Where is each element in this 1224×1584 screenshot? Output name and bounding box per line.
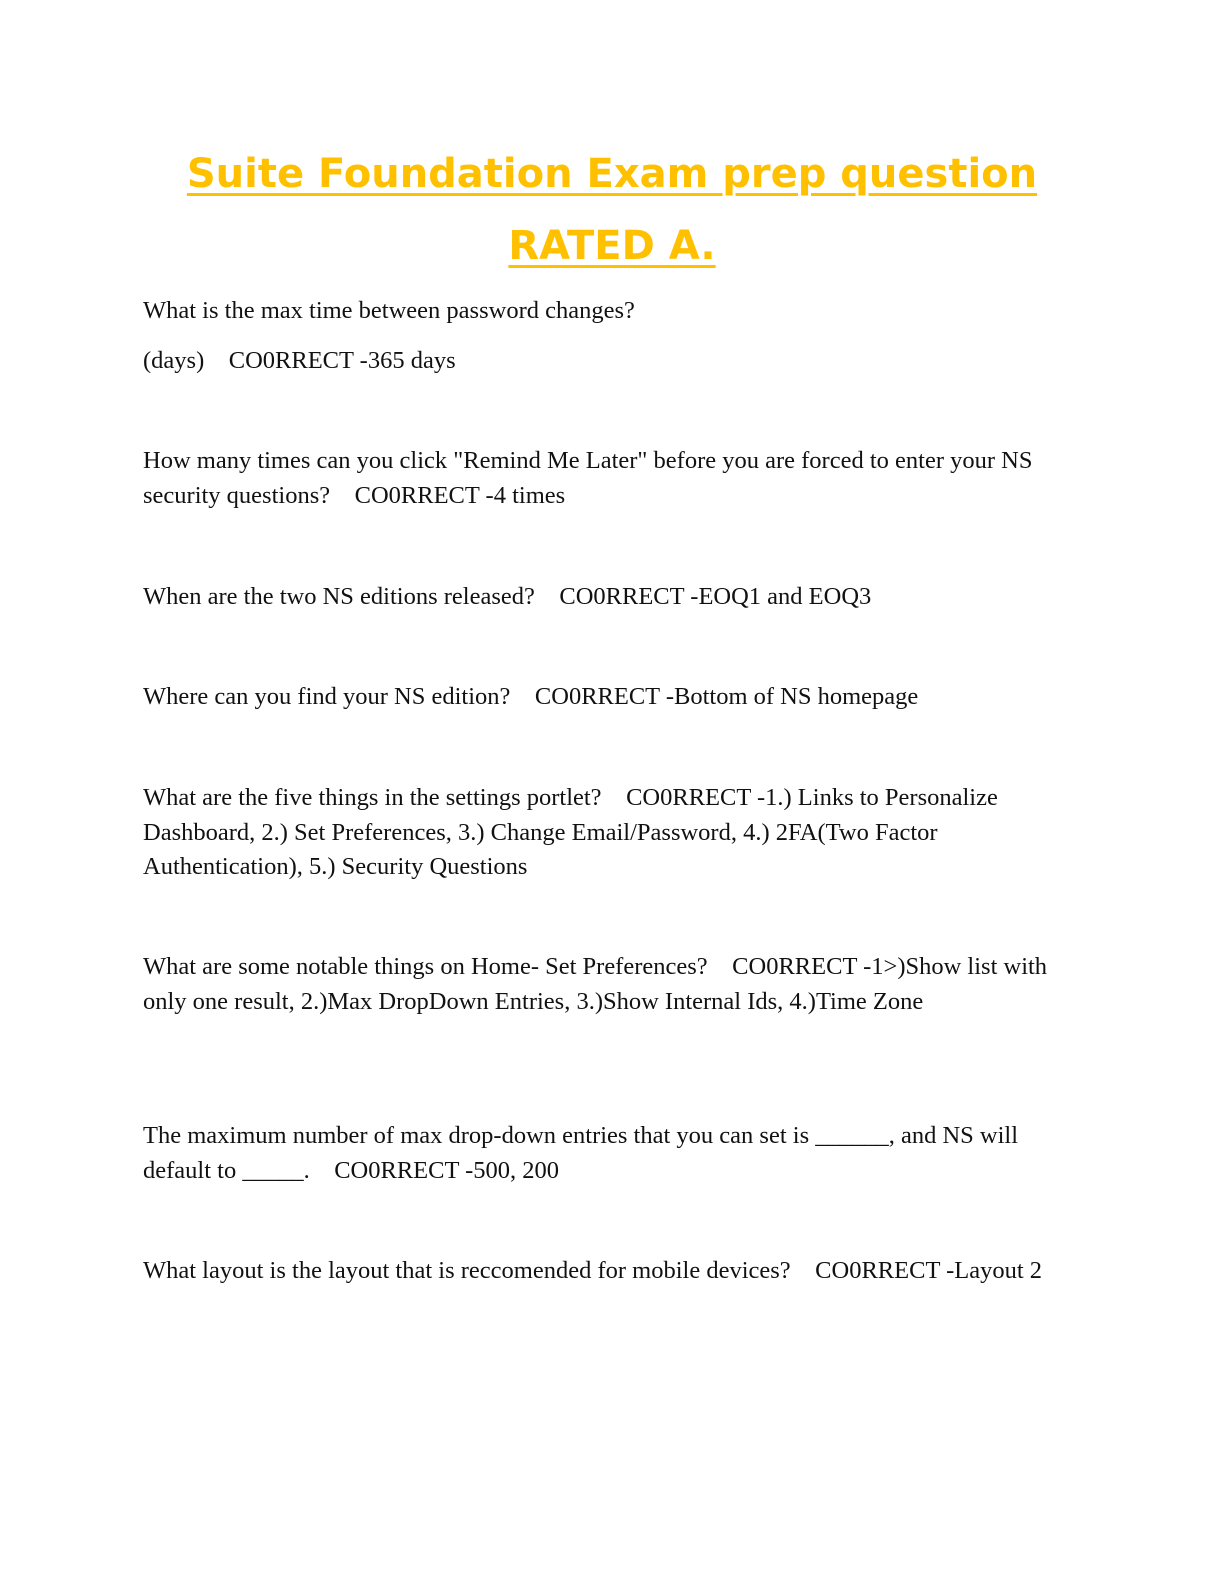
answer-text: CO0RRECT -4 times (354, 481, 566, 509)
answer-text: CO0RRECT -Layout 2 (815, 1257, 1043, 1284)
qa-item-7 (143, 1119, 1083, 1188)
document-title-rating: RATED A. (508, 223, 716, 269)
qa-item-3 (143, 580, 1083, 615)
qa-item-6 (143, 950, 1083, 1019)
question-text: When are the two NS editions released? (143, 583, 535, 610)
answer-text: CO0RRECT -EOQ1 and EOQ3 (559, 583, 872, 610)
qa-item-1-answer (143, 344, 1083, 379)
question-text: What layout is the layout that is reccomended for mobile devices? (143, 1257, 791, 1284)
answer-text: CO0RRECT -1.) Links to Personalize Dashboard, 2.) Set Preferences, 3.) Change Email/Password, 4.) 2FA(Two Factor Authentication), 5.) Security Questions (143, 784, 998, 880)
question-text: (days) (143, 347, 205, 374)
answer-text: CO0RRECT -500, 200 (334, 1156, 560, 1184)
document-title: Suite Foundation Exam prep question (186, 151, 1038, 197)
answer-text: CO0RRECT -365 days (228, 347, 456, 374)
qa-item-4 (143, 680, 1083, 715)
question-text: What are the five things in the settings portlet? (143, 784, 602, 811)
question-text: Where can you find your NS edition? (143, 683, 511, 710)
qa-item-1-question (143, 294, 1083, 329)
question-text: What is the max time between password changes? (143, 297, 635, 324)
answer-text: CO0RRECT -Bottom of NS homepage (534, 683, 919, 710)
answer-text: CO0RRECT -1>)Show list with only one result, 2.)Max DropDown Entries, 3.)Show Internal Ids, 4.)Time Zone (143, 953, 1048, 1015)
question-text: How many times can you click "Remind Me Later" before you are forced to enter your NS security questions? (143, 447, 1033, 509)
question-text: The maximum number of max drop-down entries that you can set is ______, and NS will default to _____. (143, 1122, 1019, 1184)
qa-item-2 (143, 444, 1083, 513)
qa-item-8 (143, 1254, 1083, 1289)
qa-item-5 (143, 781, 1083, 885)
question-text: What are some notable things on Home- Set Preferences? (143, 953, 708, 980)
